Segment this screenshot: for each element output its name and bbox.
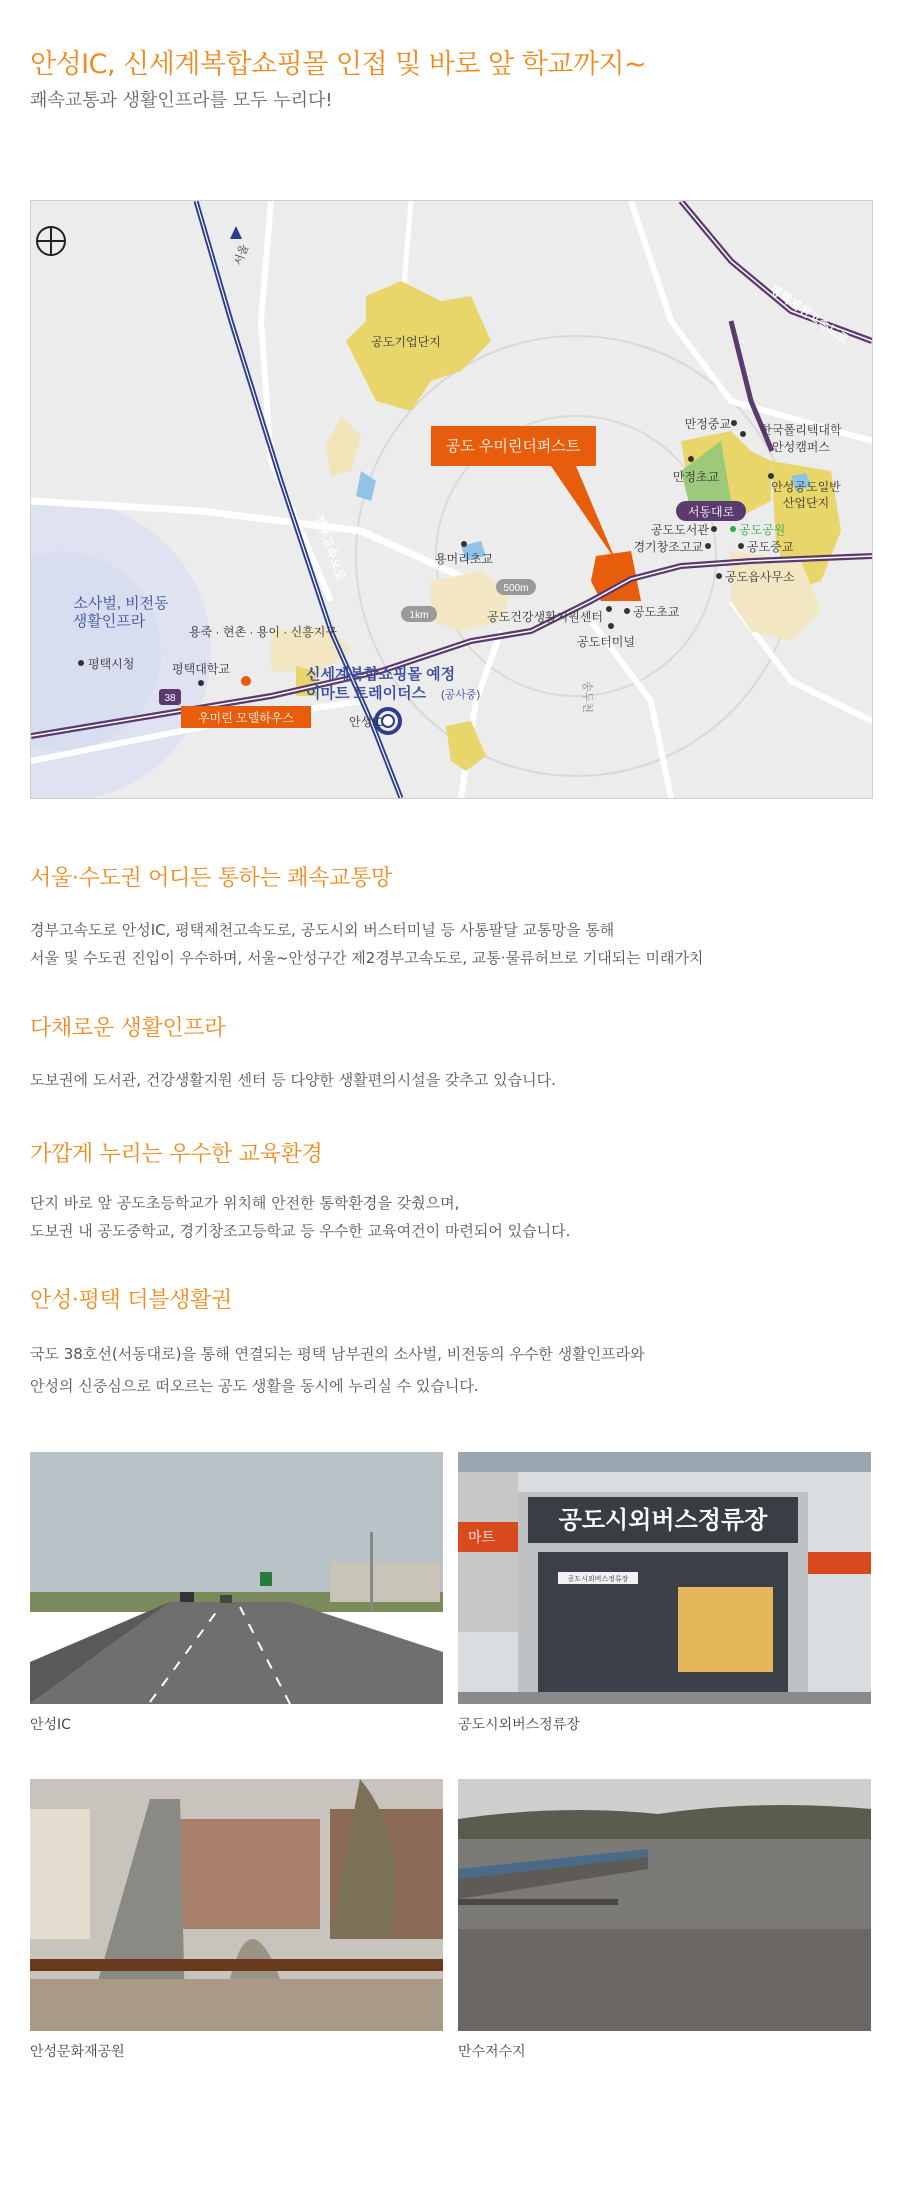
svg-text:안성공도일반: 안성공도일반 — [771, 480, 841, 494]
svg-text:1km: 1km — [409, 610, 429, 621]
svg-text:서동대로: 서동대로 — [687, 505, 735, 519]
photo-caption: 안성IC — [30, 1717, 71, 1733]
section-title-double-living: 안성·평택 더블생활권 — [30, 1288, 232, 1313]
svg-text:500m: 500m — [503, 583, 529, 594]
svg-text:소사벌, 비전동: 소사벌, 비전동 — [73, 595, 169, 612]
section-title-infra: 다채로운 생활인프라 — [30, 1016, 226, 1041]
section-title-transport: 서울·수도권 어디든 통하는 쾌속교통망 — [30, 866, 393, 891]
photo-reservoir — [458, 1779, 871, 2031]
svg-text:신세계복합쇼핑몰 예정: 신세계복합쇼핑몰 예정 — [306, 666, 456, 683]
svg-text:공도시외버스정류장: 공도시외버스정류장 — [558, 1507, 768, 1534]
svg-text:만정초교: 만정초교 — [672, 470, 720, 484]
project-callout: 공도 우미린더퍼스트 — [445, 438, 581, 455]
photo-anseong-ic — [30, 1452, 443, 1704]
svg-text:공도기업단지: 공도기업단지 — [371, 335, 441, 349]
svg-text:평택제천고속도로: 평택제천고속도로 — [767, 281, 852, 347]
photo-caption: 안성문화재공원 — [30, 2044, 125, 2060]
svg-text:공도시외버스정류장: 공도시외버스정류장 — [567, 1576, 629, 1583]
svg-text:38: 38 — [164, 693, 176, 704]
photo-cultural-park — [30, 1779, 443, 2031]
svg-text:용죽 · 현촌 · 용이 · 신흥지구: 용죽 · 현촌 · 용이 · 신흥지구 — [189, 625, 337, 639]
svg-text:경기창조고교: 경기창조고교 — [633, 540, 703, 554]
svg-text:공도공원: 공도공원 — [739, 523, 786, 537]
photo-caption: 만수저수지 — [458, 2044, 526, 2060]
svg-text:만정중교: 만정중교 — [684, 417, 731, 431]
svg-text:(공사중): (공사중) — [441, 689, 481, 701]
svg-text:공도읍사무소: 공도읍사무소 — [725, 570, 795, 584]
compass-icon — [37, 227, 65, 255]
svg-text:공도초교: 공도초교 — [633, 605, 680, 619]
section-text-double-living: 국도 38호선(서동대로)을 통해 연결되는 평택 남부권의 소사벌, 비전동의 우수한 생활인프라와 안성의 신중심으로 떠오르는 공도 생활을 동시에 누리실 수 있습니다. — [30, 1345, 645, 1395]
svg-text:안성캠퍼스: 안성캠퍼스 — [772, 440, 830, 454]
svg-text:안성IC: 안성IC — [349, 715, 385, 729]
svg-text:송두천: 송두천 — [581, 681, 593, 713]
svg-text:산업단지: 산업단지 — [782, 496, 830, 510]
svg-text:공도도서관: 공도도서관 — [651, 523, 709, 537]
section-title-education: 가깝게 누리는 우수한 교육환경 — [30, 1142, 323, 1167]
svg-text:평택대학교: 평택대학교 — [172, 662, 230, 676]
svg-text:평택시청: 평택시청 — [88, 657, 135, 671]
svg-text:공도중교: 공도중교 — [747, 540, 794, 554]
section-text-infra: 도보권에 도서관, 건강생활지원 센터 등 다양한 생활편의시설을 갖추고 있습니다. — [30, 1071, 556, 1089]
svg-text:한국폴리텍대학: 한국폴리텍대학 — [760, 423, 842, 437]
location-map — [30, 200, 873, 799]
svg-text:우미린 모델하우스: 우미린 모델하우스 — [197, 711, 295, 725]
svg-text:서울: 서울 — [232, 242, 252, 268]
section-text-education: 단지 바로 앞 공도초등학교가 위치해 안전한 통학환경을 갖췄으며, 도보권 내 공도중학교, 경기창조고등학교 등 우수한 교육여건이 마련되어 있습니다. — [30, 1194, 571, 1240]
section-text-transport: 경부고속도로 안성IC, 평택제천고속도로, 공도시외 버스터미널 등 사통팔달 교통망을 통해 서울 및 수도권 진입이 우수하며, 서울~안성구간 제2경부고속도로, 교통·물류허브로 기대되는 미래가치 — [30, 921, 704, 967]
svg-text:공도터미널: 공도터미널 — [577, 635, 635, 649]
photo-caption: 공도시외버스정류장 — [458, 1717, 580, 1733]
svg-text:이마트 트레이더스: 이마트 트레이더스 — [306, 685, 427, 702]
svg-text:용머리초교: 용머리초교 — [435, 552, 493, 566]
page-subtitle: 쾌속교통과 생활인프라를 모두 누리다! — [30, 90, 333, 111]
svg-text:생활인프라: 생활인프라 — [72, 613, 146, 630]
svg-text:공도건강생활지원센터: 공도건강생활지원센터 — [487, 610, 603, 624]
photo-bus-terminal — [458, 1452, 871, 1704]
svg-text:마트: 마트 — [468, 1529, 496, 1545]
page-title: 안성IC, 신세계복합쇼핑몰 인접 및 바로 앞 학교까지~ — [30, 49, 647, 80]
svg-text:경부고속도로: 경부고속도로 — [311, 512, 349, 583]
